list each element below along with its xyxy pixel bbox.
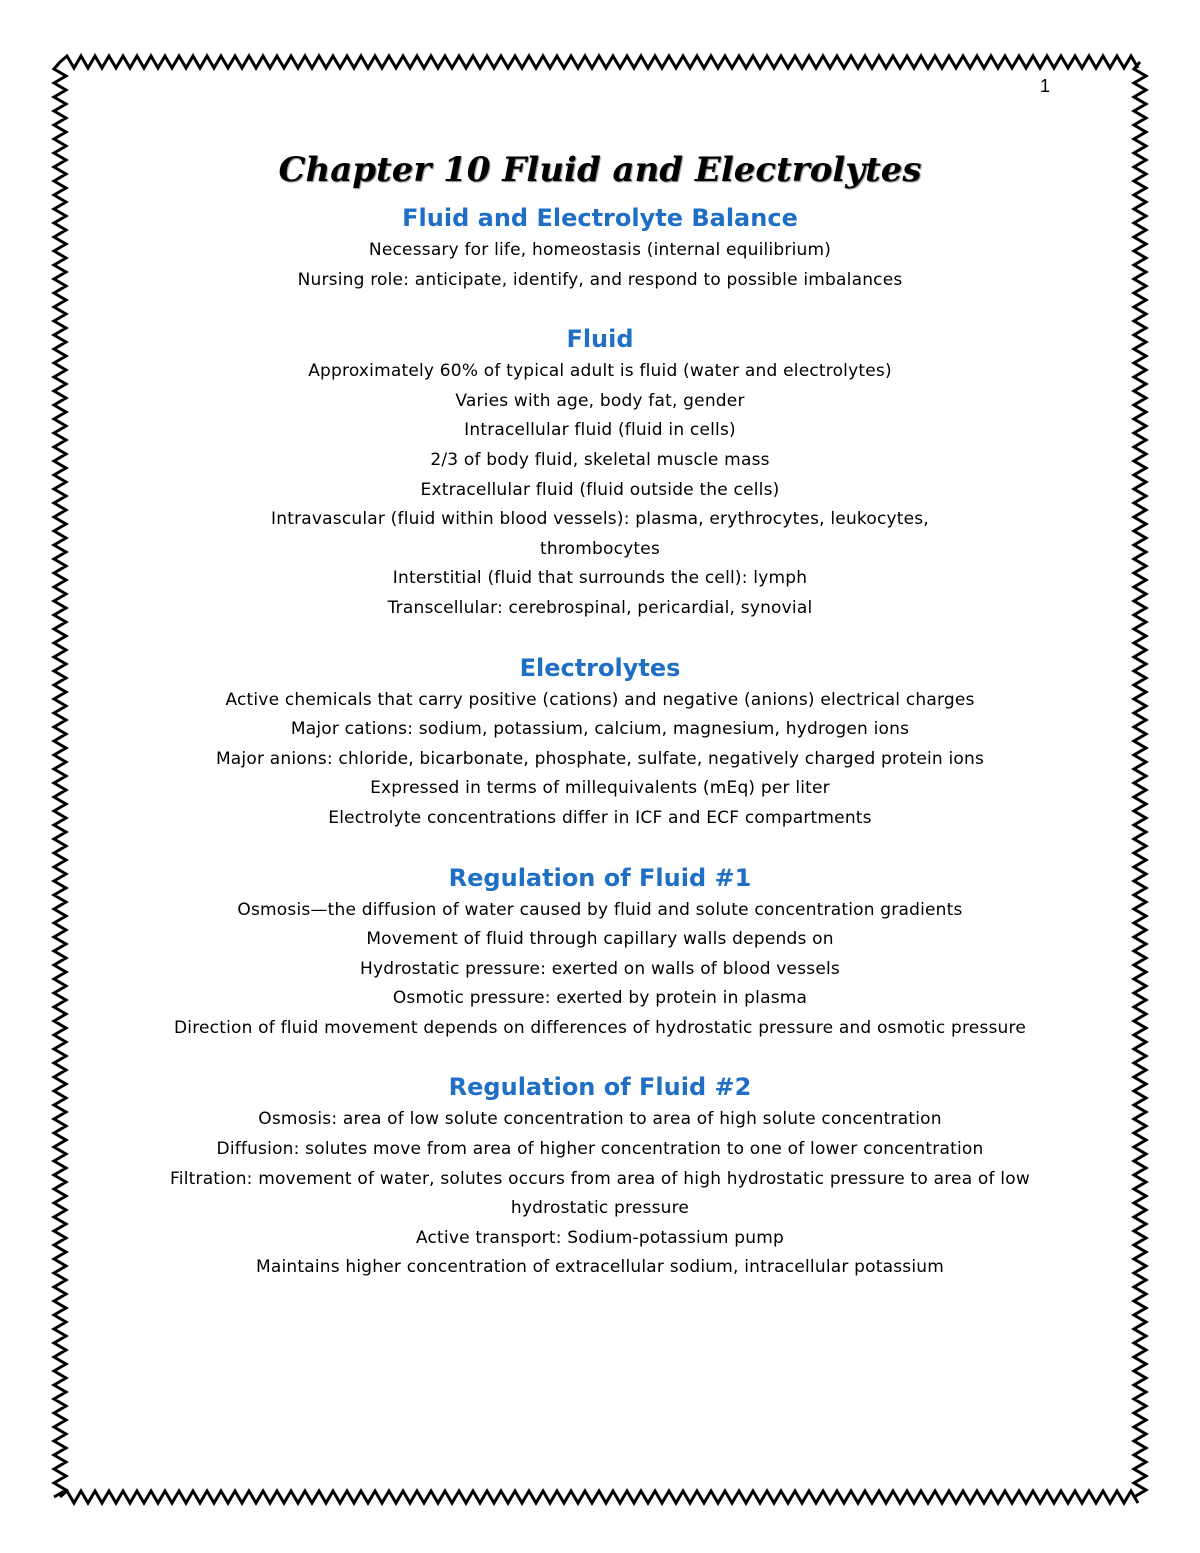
section-fluid [150, 321, 1050, 623]
section-regulation-of-fluid-1 [150, 860, 1050, 1044]
section-heading: Fluid and Electrolyte Balance [402, 204, 798, 232]
text-line: Extracellular fluid (fluid outside the cells) [420, 479, 780, 500]
text-line: Necessary for life, homeostasis (internal equilibrium) [368, 240, 832, 260]
section-heading: Fluid [566, 325, 634, 354]
text-line: Hydrostatic pressure: exerted on walls of blood vessels [360, 958, 840, 979]
text-line: Osmosis—the diffusion of water caused by fluid and solute concentration gradients [237, 899, 963, 920]
section-heading: Regulation of Fluid #1 [448, 863, 752, 892]
text-line: Major cations: sodium, potassium, calcium, magnesium, hydrogen ions [290, 719, 910, 740]
text-line: Interstitial (fluid that surrounds the cell): lymph [392, 568, 808, 589]
text-line: Transcellular: cerebrospinal, pericardial, synovial [387, 597, 813, 618]
text-line: Intravascular (fluid within blood vessels): plasma, erythrocytes, leukocytes, thrombocytes [271, 509, 929, 559]
text-line: Electrolyte concentrations differ in ICF and ECF compartments [328, 807, 872, 828]
section-regulation-of-fluid-2 [150, 1069, 1050, 1283]
text-line: Osmotic pressure: exerted by protein in plasma [392, 988, 808, 1009]
text-line: Major anions: chloride, bicarbonate, phosphate, sulfate, negatively charged protein ions [215, 748, 985, 769]
text-line: Intracellular fluid (fluid in cells) [464, 420, 736, 441]
chapter-title: Chapter 10 Fluid and Electrolytes [278, 150, 922, 190]
text-line: Active chemicals that carry positive (cations) and negative (anions) electrical charges [225, 689, 975, 710]
text-line: Nursing role: anticipate, identify, and respond to possible imbalances [297, 269, 903, 290]
text-line: Expressed in terms of millequivalents (mEq) per liter [370, 778, 830, 799]
text-line: Varies with age, body fat, gender [455, 390, 745, 411]
text-line: Filtration: movement of water, solutes occurs from area of high hydrostatic pressure to area of low hydrostatic pressure [170, 1168, 1030, 1219]
document-body [150, 148, 1050, 1283]
section-heading: Electrolytes [519, 653, 681, 682]
text-line: Osmosis: area of low solute concentration to area of high solute concentration [258, 1109, 942, 1130]
text-line: Active transport: Sodium-potassium pump [415, 1227, 784, 1248]
section-electrolytes [150, 650, 1050, 834]
text-line: 2/3 of body fluid, skeletal muscle mass [430, 449, 770, 470]
page-number: 1 [1040, 76, 1051, 96]
text-line: Approximately 60% of typical adult is fluid (water and electrolytes) [308, 361, 892, 382]
text-line: Maintains higher concentration of extracellular sodium, intracellular potassium [255, 1257, 944, 1278]
text-line: Direction of fluid movement depends on differences of hydrostatic pressure and osmotic pressure [173, 1017, 1027, 1038]
section-fluid-electrolyte-balance [150, 200, 1050, 295]
text-line: Movement of fluid through capillary walls depends on [366, 929, 834, 950]
text-line: Diffusion: solutes move from area of higher concentration to one of lower concentration [216, 1139, 984, 1160]
section-heading: Regulation of Fluid #2 [448, 1073, 752, 1102]
